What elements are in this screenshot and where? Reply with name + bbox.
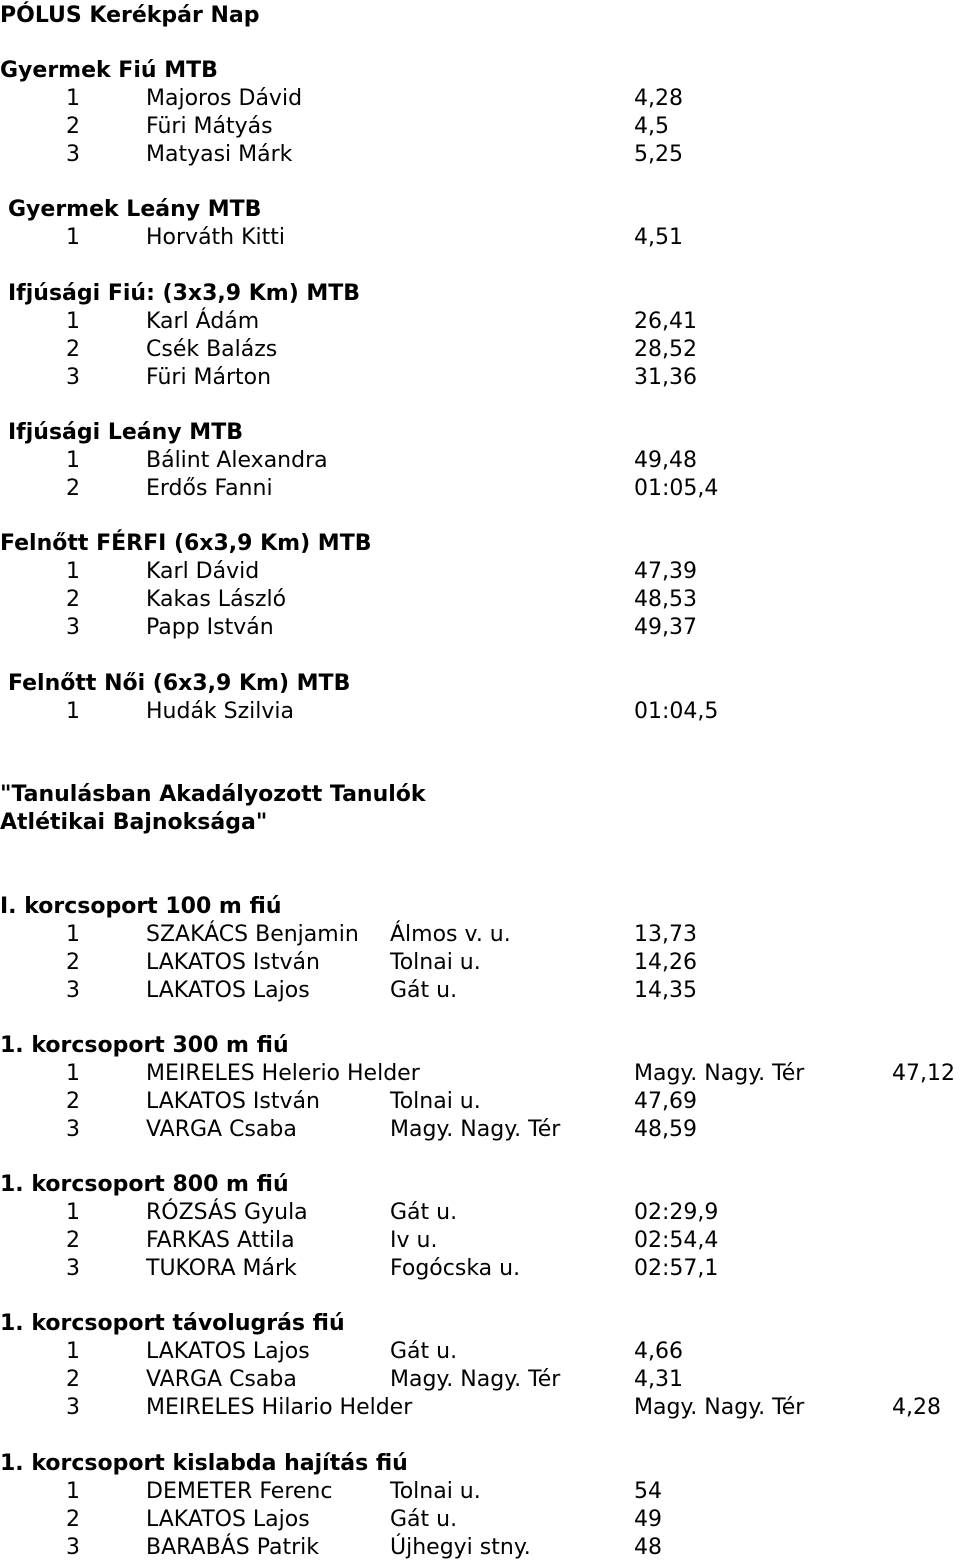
result-rank: 2 (66, 950, 80, 975)
section-heading-line2: Atlétikai Bajnoksága" (0, 810, 268, 835)
result-value: 47,39 (634, 559, 697, 584)
result-rank: 3 (66, 1256, 80, 1281)
result-rank: 3 (66, 1117, 80, 1142)
result-rank: 2 (66, 1089, 80, 1114)
result-rank: 2 (66, 587, 80, 612)
result-value: 5,25 (634, 142, 683, 167)
athlete-name: Papp István (146, 615, 274, 640)
school-name: Magy. Nagy. Tér (390, 1117, 561, 1142)
athlete-name: VARGA Csaba (146, 1117, 297, 1142)
result-value: 26,41 (634, 309, 697, 334)
result-rank: 2 (66, 114, 80, 139)
result-rank: 2 (66, 476, 80, 501)
school-name: Tolnai u. (390, 1089, 481, 1114)
result-rank: 3 (66, 365, 80, 390)
result-rank: 2 (66, 337, 80, 362)
result-rank: 1 (66, 922, 80, 947)
athlete-name: MEIRELES Helerio Helder (146, 1061, 420, 1086)
section-heading: 1. korcsoport 300 m fiú (0, 1033, 289, 1058)
result-value: 4,66 (634, 1339, 683, 1364)
athlete-name: LAKATOS Lajos (146, 1507, 310, 1532)
school-name: Újhegyi stny. (390, 1535, 531, 1560)
athlete-name: Horváth Kitti (146, 225, 286, 250)
result-rank: 1 (66, 225, 80, 250)
result-rank: 3 (66, 142, 80, 167)
section-heading: Ifjúsági Leány MTB (8, 420, 243, 445)
result-value: 14,35 (634, 978, 697, 1003)
result-rank: 1 (66, 699, 80, 724)
result-value: 49 (634, 1507, 662, 1532)
result-rank: 3 (66, 1395, 80, 1420)
result-value: 4,28 (892, 1395, 941, 1420)
athlete-name: Csék Balázs (146, 337, 278, 362)
section-heading: Gyermek Fiú MTB (0, 58, 218, 83)
result-value: 02:54,4 (634, 1228, 719, 1253)
athlete-name: Karl Dávid (146, 559, 260, 584)
athlete-name: VARGA Csaba (146, 1367, 297, 1392)
result-value: 48,59 (634, 1117, 697, 1142)
athlete-name: Karl Ádám (146, 309, 260, 334)
result-rank: 1 (66, 309, 80, 334)
result-rank: 3 (66, 1535, 80, 1560)
section-heading: 1. korcsoport távolugrás fiú (0, 1311, 345, 1336)
athlete-name: BARABÁS Patrik (146, 1535, 319, 1560)
result-rank: 1 (66, 1061, 80, 1086)
result-value: 4,28 (634, 86, 683, 111)
school-name: Tolnai u. (390, 1479, 481, 1504)
section-heading: Felnőtt Női (6x3,9 Km) MTB (8, 671, 351, 696)
athlete-name: SZAKÁCS Benjamin (146, 922, 359, 947)
athlete-name: Hudák Szilvia (146, 699, 295, 724)
athlete-name: LAKATOS István (146, 950, 320, 975)
result-value: 31,36 (634, 365, 697, 390)
result-value: 28,52 (634, 337, 697, 362)
section-heading: 1. korcsoport 800 m fiú (0, 1172, 289, 1197)
result-value: 48 (634, 1535, 662, 1560)
athlete-name: Matyasi Márk (146, 142, 293, 167)
result-value: 4,31 (634, 1367, 683, 1392)
result-rank: 1 (66, 559, 80, 584)
result-value: 48,53 (634, 587, 697, 612)
result-value: 49,37 (634, 615, 697, 640)
result-value: 4,51 (634, 225, 683, 250)
result-rank: 1 (66, 1200, 80, 1225)
school-name: Magy. Nagy. Tér (390, 1367, 561, 1392)
result-value: 02:57,1 (634, 1256, 719, 1281)
result-value: 47,12 (892, 1061, 955, 1086)
result-rank: 1 (66, 448, 80, 473)
school-name: Fogócska u. (390, 1256, 521, 1281)
athlete-name: LAKATOS Lajos (146, 1339, 310, 1364)
school-name: Iv u. (390, 1228, 438, 1253)
school-name: Magy. Nagy. Tér (634, 1061, 805, 1086)
result-rank: 2 (66, 1507, 80, 1532)
result-value: 4,5 (634, 114, 669, 139)
result-rank: 3 (66, 978, 80, 1003)
section-heading: Gyermek Leány MTB (8, 197, 262, 222)
result-value: 02:29,9 (634, 1200, 719, 1225)
result-rank: 1 (66, 1479, 80, 1504)
athlete-name: TUKORA Márk (146, 1256, 297, 1281)
athlete-name: Füri Mátyás (146, 114, 273, 139)
section-heading: 1. korcsoport kislabda hajítás fiú (0, 1451, 408, 1476)
section-heading: "Tanulásban Akadályozott Tanulók (0, 782, 426, 807)
result-value: 54 (634, 1479, 662, 1504)
result-rank: 1 (66, 86, 80, 111)
school-name: Magy. Nagy. Tér (634, 1395, 805, 1420)
section-heading: Felnőtt FÉRFI (6x3,9 Km) MTB (0, 531, 372, 556)
result-rank: 1 (66, 1339, 80, 1364)
result-rank: 2 (66, 1228, 80, 1253)
athlete-name: DEMETER Ferenc (146, 1479, 333, 1504)
school-name: Gát u. (390, 1200, 458, 1225)
school-name: Gát u. (390, 978, 458, 1003)
result-value: 14,26 (634, 950, 697, 975)
athlete-name: Bálint Alexandra (146, 448, 328, 473)
school-name: Tolnai u. (390, 950, 481, 975)
result-value: 01:05,4 (634, 476, 719, 501)
athlete-name: Füri Márton (146, 365, 272, 390)
result-value: 13,73 (634, 922, 697, 947)
section-heading: Ifjúsági Fiú: (3x3,9 Km) MTB (8, 281, 361, 306)
athlete-name: LAKATOS Lajos (146, 978, 310, 1003)
school-name: Álmos v. u. (390, 922, 511, 947)
result-value: 49,48 (634, 448, 697, 473)
section-heading: I. korcsoport 100 m fiú (0, 894, 282, 919)
result-value: 01:04,5 (634, 699, 719, 724)
athlete-name: Majoros Dávid (146, 86, 303, 111)
athlete-name: FARKAS Attila (146, 1228, 295, 1253)
athlete-name: MEIRELES Hilario Helder (146, 1395, 413, 1420)
athlete-name: Erdős Fanni (146, 476, 273, 501)
school-name: Gát u. (390, 1339, 458, 1364)
result-value: 47,69 (634, 1089, 697, 1114)
athlete-name: Kakas László (146, 587, 287, 612)
result-rank: 3 (66, 615, 80, 640)
athlete-name: LAKATOS István (146, 1089, 320, 1114)
page-title: PÓLUS Kerékpár Nap (0, 3, 260, 28)
school-name: Gát u. (390, 1507, 458, 1532)
result-rank: 2 (66, 1367, 80, 1392)
athlete-name: RÓZSÁS Gyula (146, 1200, 308, 1225)
